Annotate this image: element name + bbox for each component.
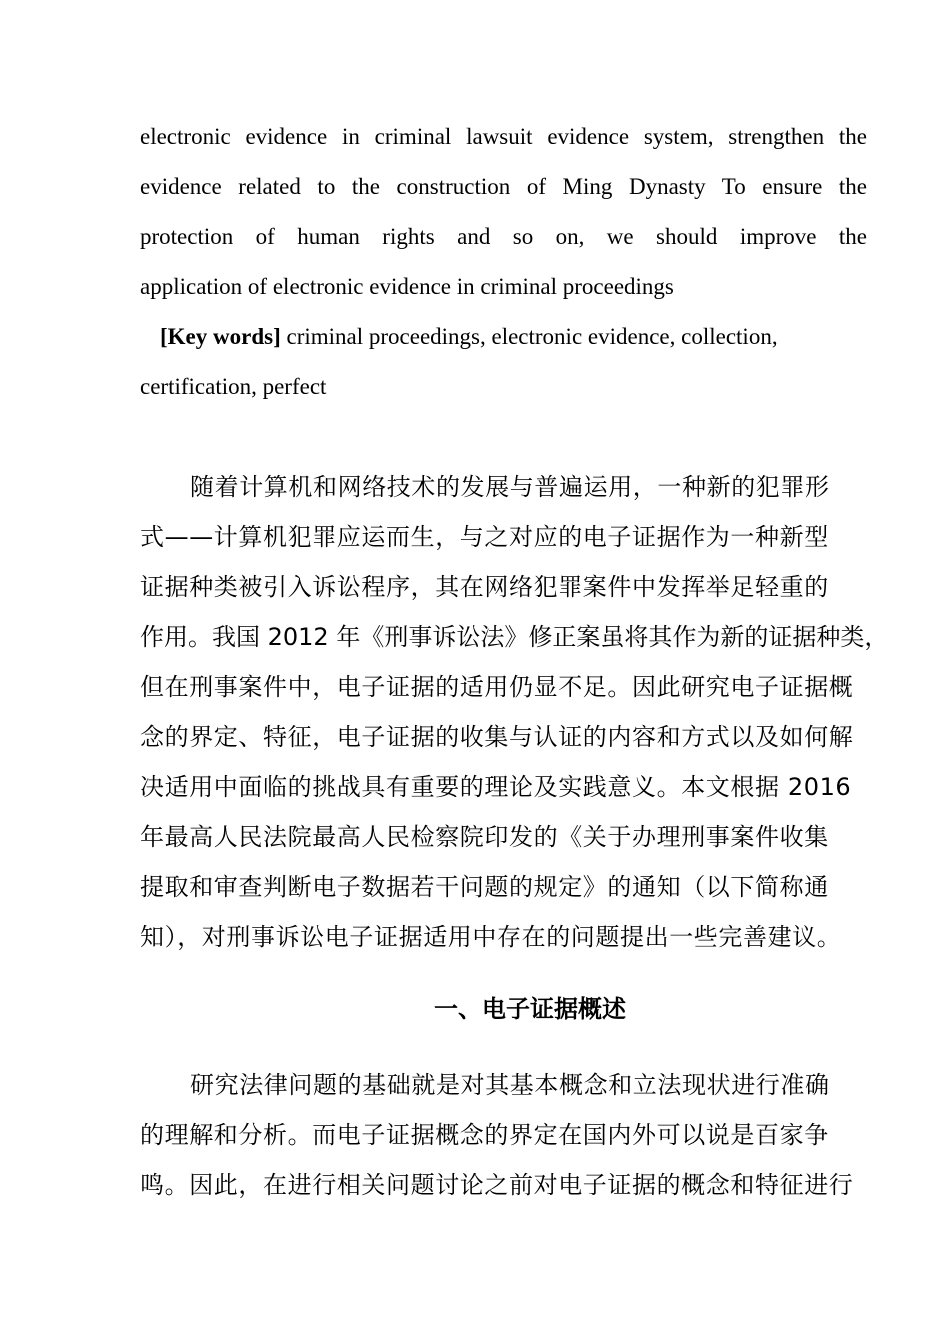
intro-line: 年最高人民法院最高人民检察院印发的《关于办理刑事案件收集: [140, 823, 829, 851]
abstract-line: protection of human rights and so on, we should improve the: [140, 224, 867, 249]
intro-line: 提取和审查判断电子数据若干问题的规定》的通知（以下简称通: [140, 873, 829, 901]
intro-line: 证据种类被引入诉讼程序，其在网络犯罪案件中发挥举足轻重的: [140, 573, 829, 601]
keywords-line: certification, perfect: [140, 374, 327, 399]
section-heading: 一、电子证据概述: [434, 995, 626, 1023]
intro-line: 随着计算机和网络技术的发展与普遍运用，一种新的犯罪形: [190, 473, 830, 501]
abstract-line: electronic evidence in criminal lawsuit evidence system, strengthen the: [140, 124, 867, 149]
intro-line: 作用。我国 2012 年《刑事诉讼法》修正案虽将其作为新的证据种类，: [140, 623, 889, 651]
keywords-text: criminal proceedings, electronic evidence, collection,: [280, 324, 778, 349]
intro-line: 但在刑事案件中，电子证据的适用仍显不足。因此研究电子证据概: [140, 673, 854, 701]
intro-line: 知），对刑事诉讼电子证据适用中存在的问题提出一些完善建议。: [140, 923, 842, 951]
intro-line: 式——计算机犯罪应运而生，与之对应的电子证据作为一种新型: [140, 523, 829, 551]
section-line: 的理解和分析。而电子证据概念的界定在国内外可以说是百家争: [140, 1121, 829, 1149]
section-line: 研究法律问题的基础就是对其基本概念和立法现状进行准确: [190, 1071, 830, 1099]
abstract-line: evidence related to the construction of Ming Dynasty To ensure the: [140, 174, 867, 199]
keywords-label: [Key words]: [160, 324, 281, 349]
abstract-line: application of electronic evidence in criminal proceedings: [140, 274, 674, 299]
keywords-line: [160, 322, 867, 352]
intro-line: 念的界定、特征，电子证据的收集与认证的内容和方式以及如何解: [140, 723, 854, 751]
section-line: 鸣。因此，在进行相关问题讨论之前对电子证据的概念和特征进行: [140, 1171, 854, 1199]
intro-line: 决适用中面临的挑战具有重要的理论及实践意义。本文根据 2016: [140, 773, 852, 801]
